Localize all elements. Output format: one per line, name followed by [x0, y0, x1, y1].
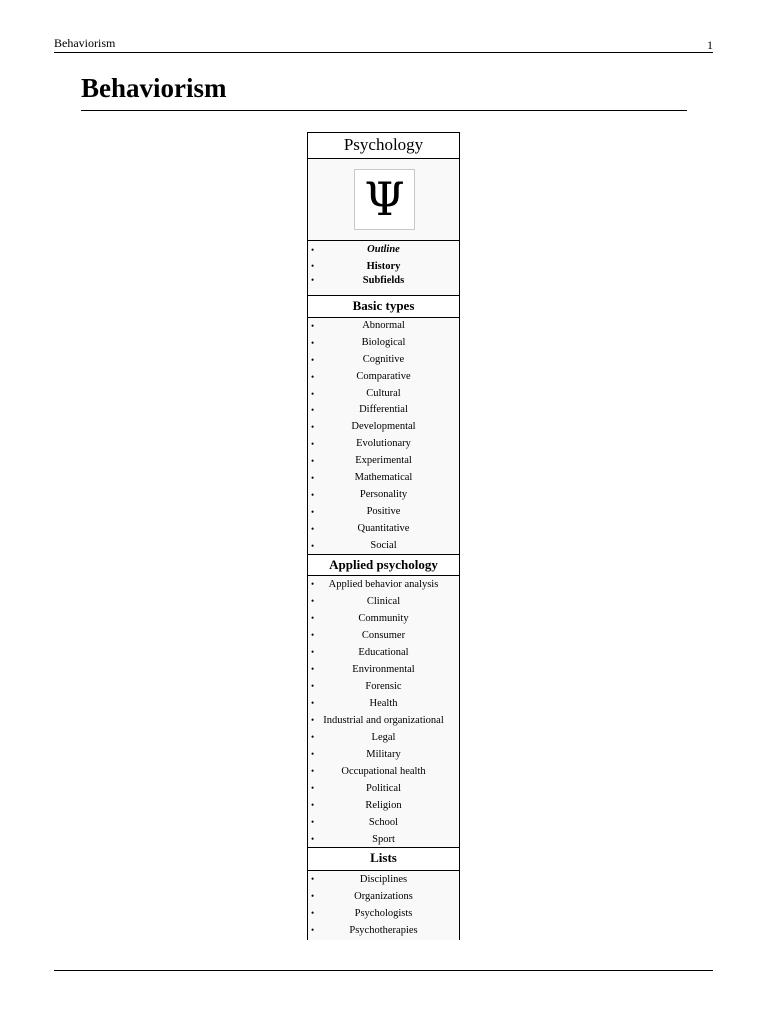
- list-item[interactable]: [308, 318, 459, 335]
- list-item-label: Experimental: [355, 455, 412, 467]
- psychology-infobox: [307, 132, 460, 940]
- list-item[interactable]: [308, 746, 459, 763]
- list-item[interactable]: [308, 335, 459, 352]
- psi-symbol: Ψ: [364, 172, 405, 226]
- running-header-title: Behaviorism: [54, 36, 116, 50]
- list-item-label: School: [368, 817, 399, 828]
- infobox-image-area: [308, 159, 459, 241]
- list-item[interactable]: [308, 661, 459, 678]
- list-item-label: Environmental: [352, 664, 415, 675]
- list-item-label: Cognitive: [362, 353, 405, 365]
- list-item-label: Health: [369, 698, 398, 709]
- list-item-label: Forensic: [365, 681, 402, 692]
- list-item-label: Psychologists: [354, 908, 413, 919]
- list-item-label: Differential: [359, 404, 408, 416]
- list-item-label: Political: [366, 783, 401, 794]
- section-header-lists: Lists: [308, 847, 459, 871]
- list-item[interactable]: [308, 453, 459, 470]
- list-item[interactable]: [308, 504, 459, 521]
- list-item[interactable]: [308, 470, 459, 487]
- list-item-label: Occupational health: [341, 766, 426, 777]
- page-number: 1: [707, 38, 713, 52]
- list-item-label: Developmental: [351, 421, 416, 433]
- list-item[interactable]: [308, 729, 459, 746]
- list-item[interactable]: [308, 712, 459, 729]
- list-item[interactable]: [308, 419, 459, 436]
- list-item[interactable]: [308, 644, 459, 661]
- basic-types-list: [308, 318, 459, 554]
- list-item-label: Community: [358, 613, 409, 624]
- infobox-title: Psychology: [308, 133, 459, 159]
- page-title: Behaviorism: [81, 73, 227, 103]
- list-item-label: Comparative: [356, 370, 411, 382]
- list-item[interactable]: [308, 888, 459, 905]
- list-item-label: Evolutionary: [356, 438, 411, 450]
- list-item[interactable]: [308, 678, 459, 695]
- list-item[interactable]: [308, 627, 459, 644]
- list-item-label: Abnormal: [362, 320, 405, 331]
- list-item-label: Industrial and organizational: [323, 715, 444, 726]
- list-item-label: Personality: [359, 488, 408, 500]
- list-item-label: Organizations: [354, 891, 413, 902]
- outline-link[interactable]: • Outline: [308, 243, 459, 258]
- list-item[interactable]: [308, 814, 459, 831]
- list-item[interactable]: [308, 871, 459, 888]
- list-item-label: Quantitative: [357, 522, 410, 534]
- list-item-label: Religion: [365, 800, 402, 811]
- running-header: [54, 36, 713, 53]
- list-item[interactable]: [308, 369, 459, 386]
- list-item-label: Cultural: [366, 387, 401, 399]
- list-item[interactable]: [308, 521, 459, 538]
- list-item[interactable]: [308, 695, 459, 712]
- list-item[interactable]: [308, 352, 459, 369]
- list-item-label: Educational: [358, 647, 409, 658]
- section-header-applied-psychology: Applied psychology: [308, 554, 459, 576]
- list-item-label: Mathematical: [354, 472, 413, 484]
- psi-symbol-image: [354, 169, 415, 230]
- list-item-label: Disciplines: [359, 874, 408, 885]
- list-item[interactable]: [308, 538, 459, 555]
- footer-divider: [54, 970, 713, 971]
- list-item[interactable]: [308, 831, 459, 848]
- list-item[interactable]: [308, 436, 459, 453]
- list-item-label: Biological: [361, 336, 406, 348]
- list-item[interactable]: [308, 763, 459, 780]
- list-item-label: Sport: [372, 834, 395, 845]
- list-item[interactable]: [308, 797, 459, 814]
- lists-list: [308, 871, 459, 939]
- list-item[interactable]: [308, 780, 459, 797]
- list-item-label: Legal: [371, 732, 396, 743]
- section-header-basic-types: Basic types: [308, 295, 459, 318]
- top-links-list: [308, 241, 459, 295]
- list-item[interactable]: [308, 610, 459, 627]
- subfields-link[interactable]: • Subfields: [308, 273, 459, 288]
- list-item[interactable]: [308, 905, 459, 922]
- list-item-label: Consumer: [361, 630, 406, 641]
- list-item-label: Clinical: [366, 596, 401, 607]
- list-item[interactable]: [308, 402, 459, 419]
- list-item[interactable]: [308, 386, 459, 403]
- list-item-label: Psychotherapies: [349, 925, 418, 936]
- list-item-label: Applied behavior analysis: [328, 579, 439, 590]
- applied-psychology-list: [308, 576, 459, 847]
- history-link[interactable]: • History: [308, 258, 459, 273]
- list-item-label: Positive: [366, 505, 401, 517]
- list-item-label: Social: [370, 539, 397, 551]
- list-item-label: Military: [366, 749, 401, 760]
- list-item[interactable]: [308, 487, 459, 504]
- title-divider: [81, 110, 687, 111]
- list-item[interactable]: [308, 576, 459, 593]
- list-item[interactable]: [308, 922, 459, 939]
- list-item[interactable]: [308, 593, 459, 610]
